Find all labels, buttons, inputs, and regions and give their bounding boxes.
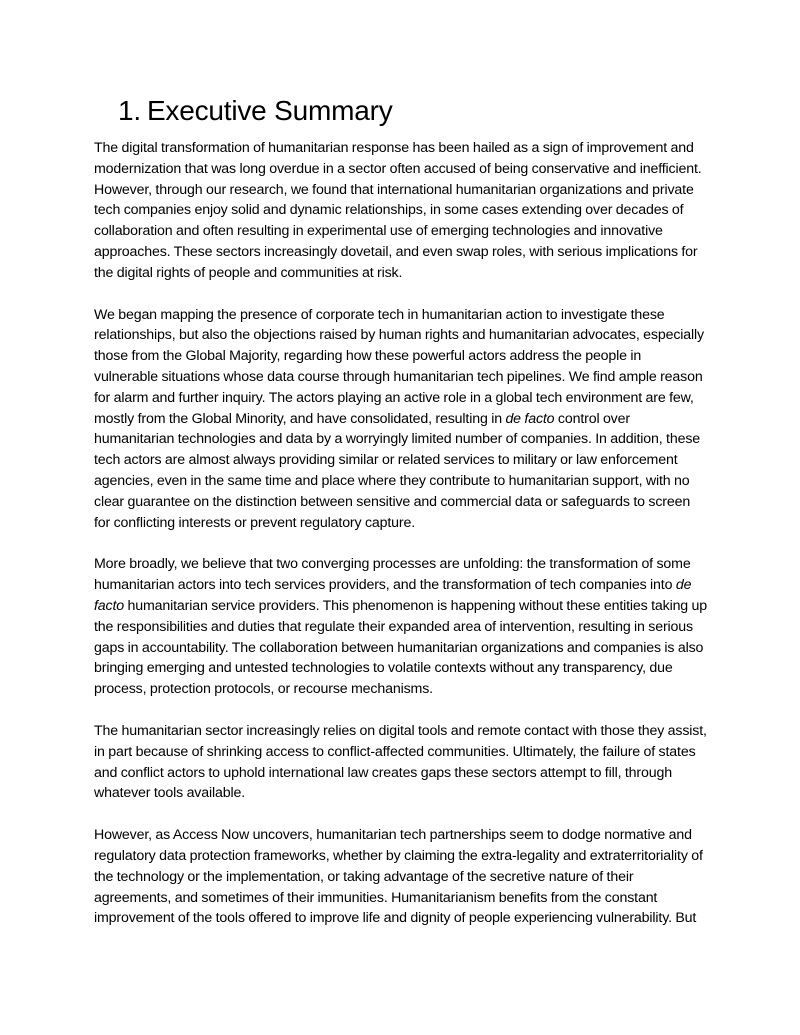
paragraph-text: We began mapping the presence of corporate tech in humanitarian action to investigate these relationships, but also the objections raised by human rights and humanitarian advocates, especially those from the Global Majority, regarding how these powerful actors address the people in vulnerable situations whose data course through humanitarian tech pipelines. We find ample reason for alarm and further inquiry. The actors playing an active role in a global tech environment are few, mostly from the Global Minority, and have consolidated, resulting in bbox=[94, 306, 704, 427]
italic-term: de facto bbox=[94, 577, 692, 614]
paragraph bbox=[94, 825, 708, 929]
paragraph-text: More broadly, we believe that two converging processes are unfolding: the transformation of some humanitarian actors into tech services providers, and the transformation of tech companies into bbox=[94, 556, 691, 594]
paragraph-text: The humanitarian sector increasingly relies on digital tools and remote contact with those they assist, in part because of shrinking access to conflict-affected communities. Ultimately, the failure of states and conflict actors to uphold international law creates gaps these sectors attempt to fill, through whatever tools available. bbox=[94, 722, 707, 802]
body-text bbox=[94, 138, 708, 950]
paragraph bbox=[94, 554, 708, 700]
paragraph-text: humanitarian service providers. This phenomenon is happening without these entities taking up the responsibilities and duties that regulate their expanded area of intervention, resulting in serious gaps in accountability. The collaboration between humanitarian organizations and companies is also bringing emerging and untested technologies to volatile contexts without any transparency, due process, protection protocols, or recourse mechanisms. bbox=[94, 597, 708, 698]
section-title: Executive Summary bbox=[146, 95, 393, 126]
paragraph bbox=[94, 305, 708, 534]
section-heading bbox=[118, 92, 393, 130]
italic-term: de facto bbox=[505, 410, 555, 427]
paragraph bbox=[94, 138, 708, 284]
paragraph-text: However, as Access Now uncovers, humanitarian tech partnerships seem to dodge normative and regulatory data protection frameworks, whether by claiming the extra-legality and extraterritoriality of the technology or the implementation, or taking advantage of the secretive nature of their agreements, and sometimes of their immunities. Humanitarianism benefits from the constant improvement of the tools offered to improve life and dignity of people experiencing vulnerability. But bbox=[94, 827, 703, 927]
paragraph-text: The digital transformation of humanitarian response has been hailed as a sign of improvement and modernization that was long overdue in a sector often accused of being conservative and inefficient. However, through our research, we found that international humanitarian organizations and private tech companies enjoy solid and dynamic relationships, in some cases extending over decades of collaboration and often resulting in experimental use of emerging technologies and innovative approaches. These sectors increasingly dovetail, and even swap roles, with serious implications for the digital rights of people and communities at risk. bbox=[94, 140, 702, 281]
paragraph-text: control over humanitarian technologies and data by a worryingly limited number of companies. In addition, these tech actors are almost always providing similar or related services to military or law enforcement agencies, even in the same time and place where they contribute to humanitarian support, with no clear guarantee on the distinction between sensitive and commercial data or safeguards to screen for conflicting interests or prevent regulatory capture. bbox=[94, 410, 701, 531]
paragraph bbox=[94, 721, 708, 804]
section-number: 1. bbox=[118, 95, 141, 126]
